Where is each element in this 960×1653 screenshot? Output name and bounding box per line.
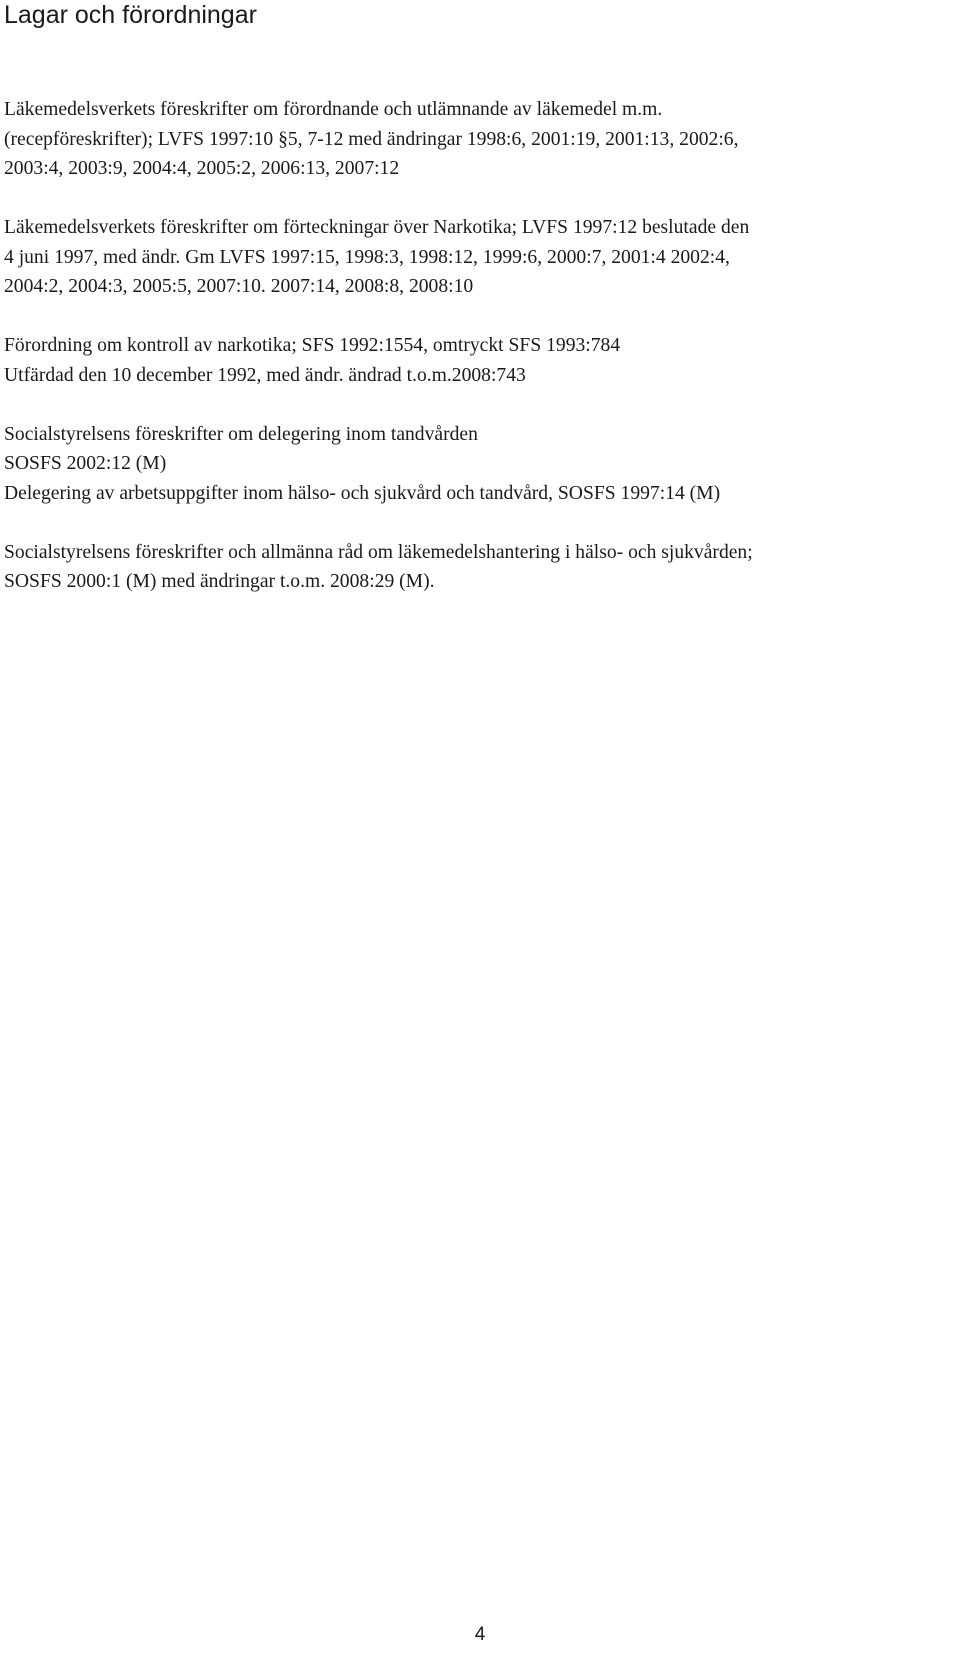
- text-line: Utfärdad den 10 december 1992, med ändr. ändrad t.o.m.2008:743: [4, 364, 526, 386]
- text-line: SOSFS 2000:1 (M) med ändringar t.o.m. 2008:29 (M).: [4, 571, 435, 592]
- text-line: Socialstyrelsens föreskrifter och allmänna råd om läkemedelshantering i hälso- och sjukvården;: [4, 541, 753, 563]
- text-line: 2004:2, 2004:3, 2005:5, 2007:10. 2007:14, 2008:8, 2008:10: [4, 276, 474, 297]
- text-line: Förordning om kontroll av narkotika; SFS 1992:1554, omtryckt SFS 1993:784: [4, 335, 621, 356]
- text-line: Delegering av arbetsuppgifter inom hälso- och sjukvård och tandvård, SOSFS 1997:14 (M): [4, 482, 721, 504]
- text-line: SOSFS 2002:12 (M): [4, 453, 167, 474]
- text-line: 2003:4, 2003:9, 2004:4, 2005:2, 2006:13, 2007:12: [4, 158, 400, 179]
- regulation-block-recepforeskrifter: [4, 95, 956, 184]
- page-title: Lagar och förordningar: [4, 1, 257, 29]
- regulation-block-delegering: [4, 420, 956, 509]
- text-line: 4 juni 1997, med ändr. Gm LVFS 1997:15, 1998:3, 1998:12, 1999:6, 2000:7, 2001:4 2002:4,: [4, 246, 730, 268]
- regulation-block-lakemedelshantering: [4, 538, 956, 597]
- regulation-block-kontroll-av-narkotika: [4, 331, 956, 390]
- text-line: Läkemedelsverkets föreskrifter om förordnande och utlämnande av läkemedel m.m.: [4, 99, 663, 120]
- text-line: Läkemedelsverkets föreskrifter om förteckningar över Narkotika; LVFS 1997:12 beslutade den: [4, 217, 750, 238]
- regulations-list: [4, 95, 956, 626]
- page-number: 4: [474, 1624, 486, 1645]
- text-line: (recepföreskrifter); LVFS 1997:10 §5, 7-12 med ändringar 1998:6, 2001:19, 2001:13, 2002:6,: [4, 128, 739, 150]
- regulation-block-narkotika-forteckningar: [4, 213, 956, 302]
- text-line: Socialstyrelsens föreskrifter om delegering inom tandvården: [4, 423, 478, 445]
